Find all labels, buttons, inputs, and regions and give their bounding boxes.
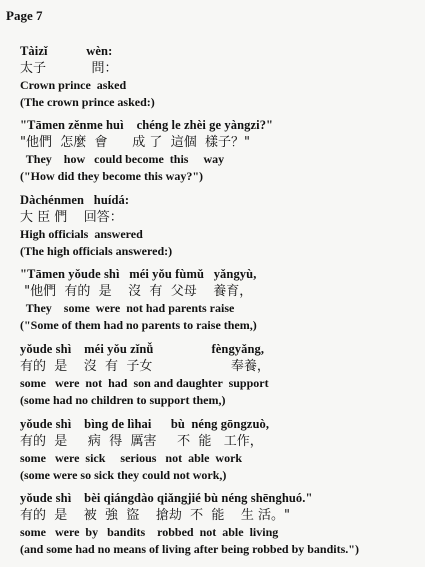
pinyin-line: Tàizǐ wèn: xyxy=(20,44,113,58)
section-too-sick xyxy=(20,416,269,484)
section-officials-answered xyxy=(20,192,172,260)
gloss-line: some were not had son and daughter support xyxy=(20,376,269,390)
gloss-line: High officials answered xyxy=(20,227,143,241)
page-title: Page 7 xyxy=(6,8,43,23)
section-no-parents xyxy=(20,266,257,334)
section-robbed-by-bandits xyxy=(20,490,359,558)
translation-line: ("How did they become this way?") xyxy=(20,169,203,183)
gloss-line: They some were not had parents raise xyxy=(20,301,235,315)
pinyin-line: yǒude shì méi yǒu zǐnǚ fèngyǎng, xyxy=(20,342,265,356)
chinese-line: 有的 是 病 得 厲害 不 能 工作， xyxy=(20,434,263,449)
translation-line: (and some had no means of living after being robbed by bandits.") xyxy=(20,542,359,556)
chinese-line: "他們 有的 是 沒 有 父母 養育， xyxy=(20,284,253,299)
chinese-line: 有的 是 被 強 盜 搶劫 不 能 生 活。" xyxy=(20,508,291,523)
pinyin-line: yǒude shì bèi qiángdào qiǎngjié bù néng shēnghuó." xyxy=(20,491,313,505)
section-how-become xyxy=(20,117,273,185)
translation-line: (some were so sick they could not work,) xyxy=(20,468,227,482)
pinyin-line: Dàchénmen huídá: xyxy=(20,193,130,207)
pinyin-line: yǒude shì bìng de lìhai bù néng gōngzuò, xyxy=(20,417,270,431)
chinese-line: 太子 問： xyxy=(20,61,118,76)
section-no-children xyxy=(20,341,270,409)
pinyin-line: "Tāmen zěnme huì chéng le zhèi ge yàngzi?" xyxy=(20,118,274,132)
gloss-line: Crown prince asked xyxy=(20,78,127,92)
chinese-line: 有的 是 沒 有 子女 奉養， xyxy=(20,359,270,374)
gloss-line: some were sick serious not able work xyxy=(20,451,243,465)
translation-line: (some had no children to support them,) xyxy=(20,393,226,407)
gloss-line: some were by bandits robbed not able living xyxy=(20,525,279,539)
pinyin-line: "Tāmen yǒude shì méi yǒu fùmǔ yǎngyù, xyxy=(20,267,257,281)
translation-line: (The high officials answered:) xyxy=(20,244,173,258)
translation-line: (The crown prince asked:) xyxy=(20,95,155,109)
gloss-line: They how could become this way xyxy=(20,152,225,166)
section-crown-prince-asked xyxy=(20,43,155,111)
translation-line: ("Some of them had no parents to raise them,) xyxy=(20,318,257,332)
chinese-line: "他們 怎麼 會 成 了 這個 樣子？" xyxy=(20,135,250,150)
chinese-line: 大 臣 們 回答： xyxy=(20,210,123,225)
